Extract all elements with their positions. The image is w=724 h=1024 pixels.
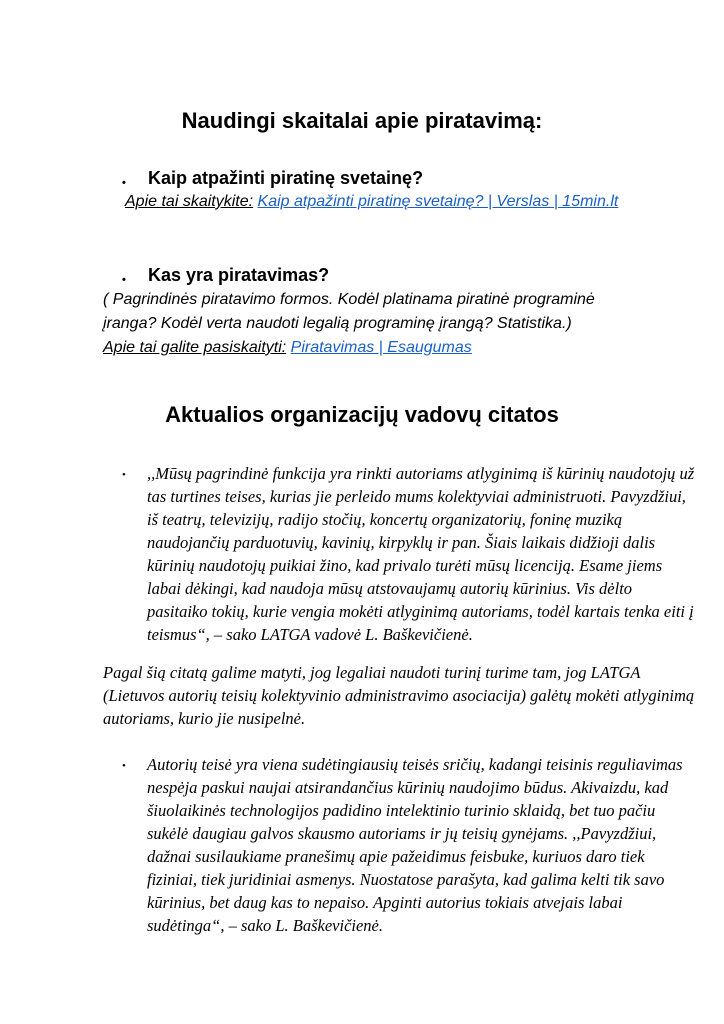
reading-reference-line-2 (103, 337, 472, 359)
reading-reference-line (125, 191, 618, 213)
piracy-description-line-1: ( Pagrindinės piratavimo formos. Kodėl platinama piratinė programinė (103, 291, 595, 308)
link-15min-article[interactable]: Kaip atpažinti piratinę svetainę? | Verslas | 15min.lt (257, 193, 619, 210)
bullet-icon: • (122, 177, 126, 189)
bullet-heading-what-is-piracy (122, 263, 329, 287)
piracy-description-line-2: įranga? Kodėl verta naudoti legalią programinę įrangą? Statistika.) (103, 315, 572, 332)
bullet-icon: • (122, 469, 126, 481)
reading-prefix: Apie tai galite pasiskaityti: (103, 339, 287, 356)
quote-copyright-complexity: Autorių teisė yra viena sudėtingiausių teisės sričių, kadangi teisinis reguliavimas nespėja paskui naujai atsirandančius kūrinių naudojimo būdus. Akivaizdu, kad šiuolaikinės technologijos padidino intelektinio turinio sklaidą, bet tuo pačiu sukėlė daugiau galvos skausmo autoriams ir jų teisių gynėjams. ,,Pavyzdžiui, dažnai susilaukiame pranešimų apie pažeidimus feisbuke, kuriuos daro tiek fiziniai, tiek juridiniai asmenys. Nuostatose parašyta, kad galima kelti tik savo kūrinius, bet daug kas to nepaiso. Apginti autorius tokiais atvejais labai sudėtinga“, – sako L. Baškevičienė. (147, 755, 683, 935)
quote-latga-function: ,,Mūsų pagrindinė funkcija yra rinkti autoriams atlyginimą iš kūrinių naudotojų už tas turtines teises, kurias jie perleido mums kolektyviai administruoti. Pavyzdžiui, iš teatrų, televizijų, radijo stočių, koncertų organizatorių, foninę muziką naudojančių parduotuvių, kavinių, kirpyklų ir pan. Šiais laikais didžioji dalis kūrinių naudotojų puikiai žino, kad privalo turėti mūsų licenciją. Esame jiems labai dėkingi, kad naudoja mūsų atstovaujamų autorių kūrinius. Vis dėlto pasitaiko tokių, kurie vengia mokėti atlyginimą autoriams, todėl kartais tenka eiti į teismus“, – sako LATGA vadovė L. Baškevičienė. (147, 464, 695, 644)
bullet-heading-text: Kaip atpažinti piratinę svetainę? (148, 168, 424, 188)
section-title-useful-reading: Naudingi skaitalai apie piratavimą: (181, 108, 543, 133)
bullet-icon: • (122, 274, 126, 286)
link-esaugumas[interactable]: Piratavimas | Esaugumas (290, 339, 472, 356)
section-title-leader-quotes: Aktualios organizacijų vadovų citatos (165, 402, 559, 427)
reading-prefix: Apie tai skaitykite: (125, 193, 254, 210)
bullet-heading-text: Kas yra piratavimas? (148, 265, 330, 285)
bullet-icon: • (122, 760, 126, 772)
quote-commentary: Pagal šią citatą galime matyti, jog legaliai naudoti turinį turime tam, jog LATGA (Lietuvos autorių teisių kolektyvinio administravimo asociacija) galėtų mokėti atlyginimą autoriams, kurio jie nusipelnė. (103, 663, 695, 728)
bullet-heading-recognize-pirate-site (122, 166, 423, 190)
